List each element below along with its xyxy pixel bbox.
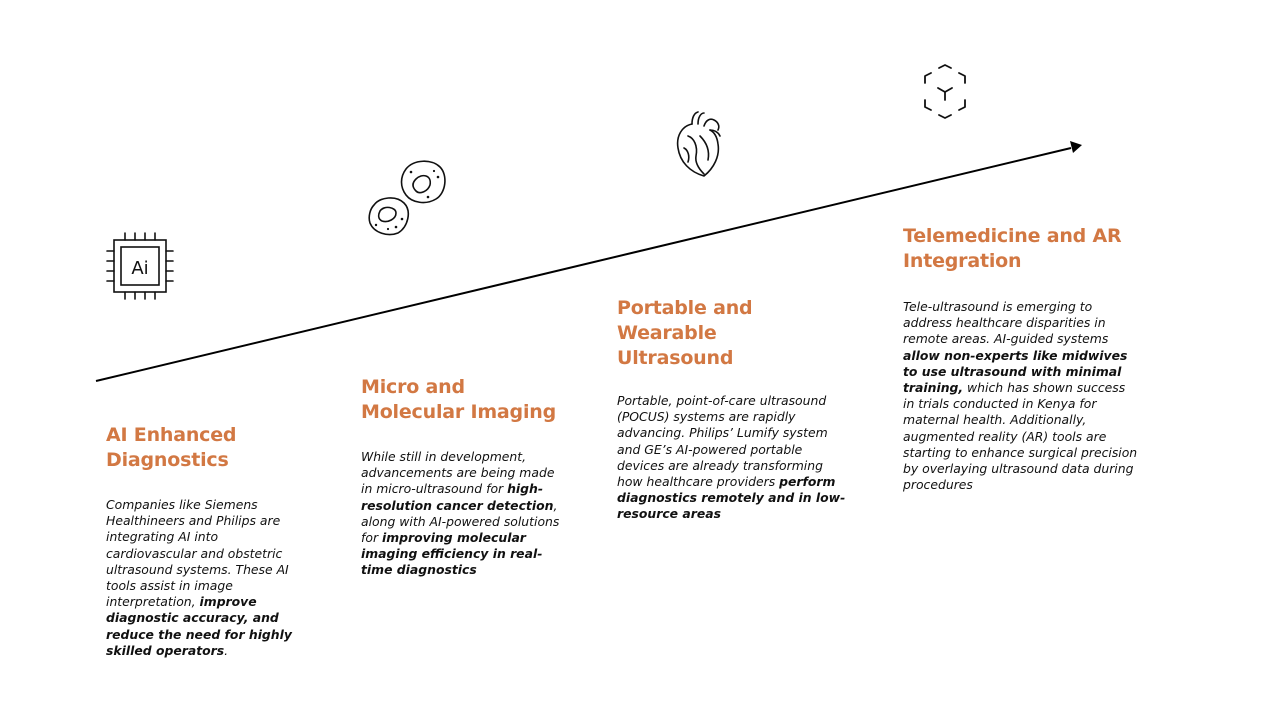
stage-title-line-1: AI Enhanced: [106, 424, 237, 446]
description-emphasis: allow non-experts like midwives to use ultrasound with minimal training,: [903, 347, 1128, 396]
stage-telemedicine-ar-integration: [903, 224, 1138, 493]
cells-icon: [366, 157, 450, 239]
stage-title-line-1: Telemedicine and AR: [903, 225, 1122, 247]
ai-chip-icon: [104, 230, 176, 302]
heart-icon: [674, 108, 726, 180]
stage-portable-wearable-ultrasound: [617, 296, 852, 523]
description-emphasis: perform diagnostics remotely and in low-resource areas: [617, 474, 846, 522]
stage-ai-enhanced-diagnostics: [106, 423, 306, 659]
stage-description: [617, 393, 852, 523]
description-emphasis: improving molecular imaging efficiency in real-time diagnostics: [361, 530, 543, 578]
stage-title-line-2: Diagnostics: [106, 449, 229, 471]
stage-title-line-2: Ultrasound: [617, 347, 734, 369]
stage-description: [361, 449, 561, 579]
description-text: Tele-ultrasound is emerging to address healthcare disparities in remote areas. AI-guided systems: [903, 299, 1109, 347]
stage-title: [617, 296, 852, 371]
svg-text:Ai: Ai: [131, 258, 149, 279]
trend-arrow-head: [1070, 141, 1082, 153]
description-text: Portable, point-of-care ultrasound (POCUS) systems are rapidly advancing. Philips’ Lumify system and GE’s AI-powered portable devices are already transforming how healthcare providers: [617, 393, 828, 490]
stage-description: [106, 497, 306, 659]
description-text: Companies like Siemens Healthineers and Philips are integrating AI into cardiovascular and obstetric ultrasound systems. These AI tools assist in image interpretation,: [106, 497, 289, 610]
ar-cube-icon: [919, 64, 971, 122]
stage-title: [903, 224, 1138, 274]
stage-title-line-1: Portable and Wearable: [617, 297, 753, 344]
stage-title: [361, 375, 561, 425]
stage-micro-molecular-imaging: [361, 375, 561, 579]
stage-title: [106, 423, 306, 473]
description-text: .: [224, 642, 229, 658]
description-emphasis: high-resolution cancer detection: [361, 481, 554, 513]
stage-title-line-2: Integration: [903, 250, 1022, 272]
description-text: , along with AI-powered solutions for: [361, 497, 560, 546]
stage-title-line-1: Micro and: [361, 376, 465, 398]
stage-title-line-2: Molecular Imaging: [361, 401, 556, 423]
description-text: which has shown success in trials conducted in Kenya for maternal health. Additionally, augmented reality (AR) tools are starting to enhance surgical precision by overlaying ultrasound data during procedures: [903, 380, 1138, 493]
stage-description: [903, 299, 1138, 493]
description-text: While still in development, advancements are being made in micro-ultrasound for: [361, 449, 555, 497]
description-emphasis: improve diagnostic accuracy, and reduce the need for highly skilled operators: [106, 594, 292, 658]
